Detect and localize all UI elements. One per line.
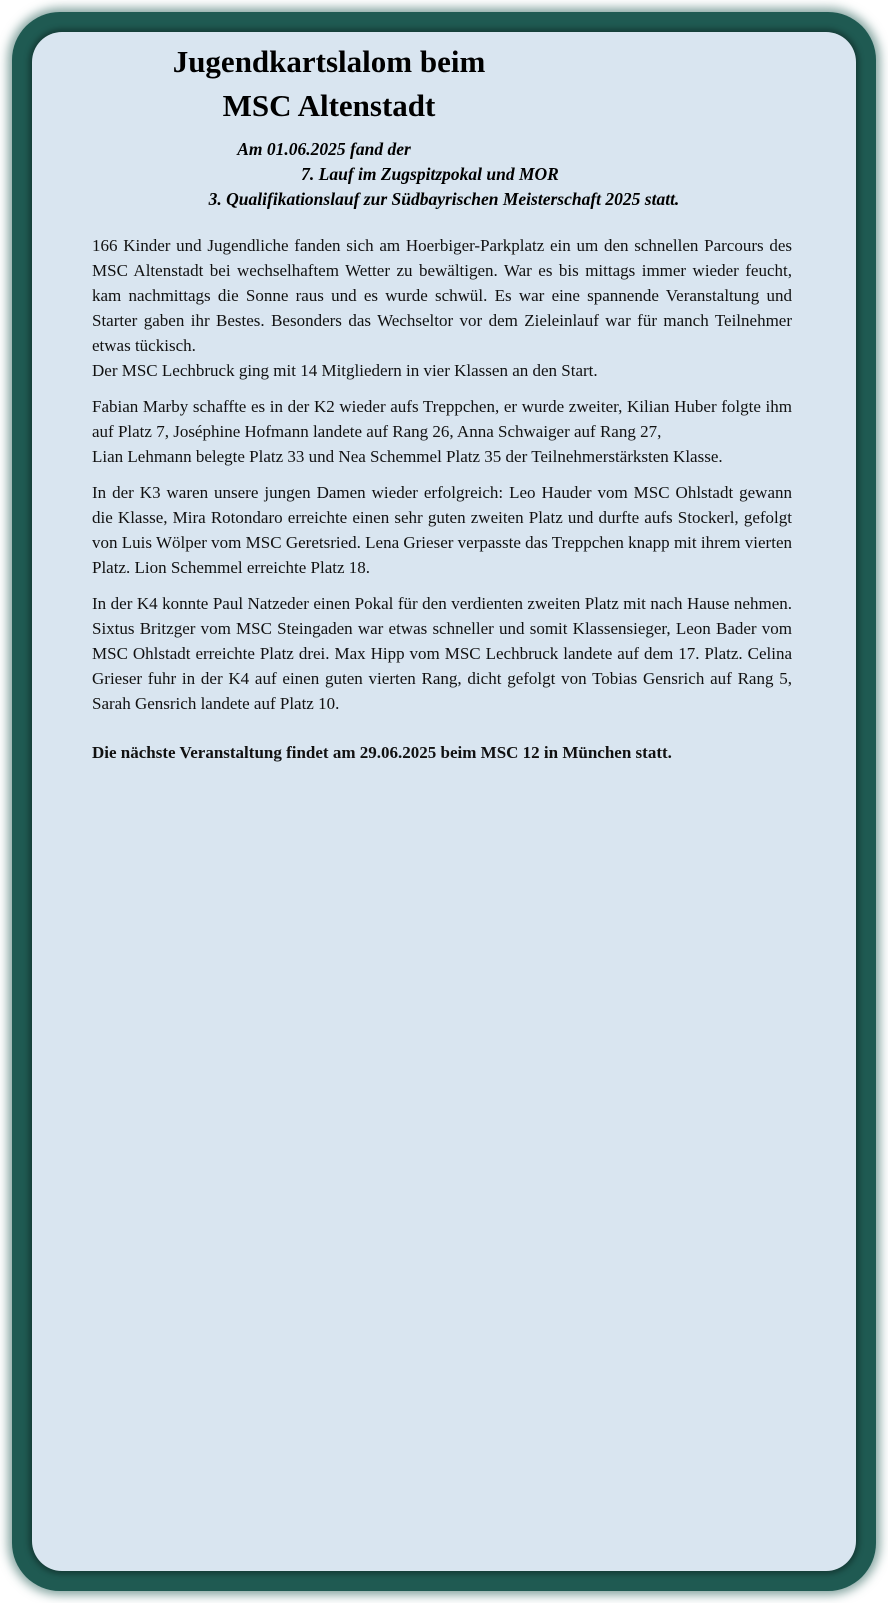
subtitle-line-1: Am 01.06.2025 fand der [237,139,411,159]
subtitle-line-3: 3. Qualifikationslauf zur Südbayrischen Meisterschaft 2025 statt. [208,189,680,209]
subtitle-line-2: 7. Lauf im Zugspitzpokal und MOR [301,164,559,184]
paragraph-2-text: Fabian Marby schaffte es in der K2 wieder aufs Treppchen, er wurde zweiter, Kilian Huber folgte ihm auf Platz 7, Joséphine Hofmann landete auf Rang 26, Anna Schwaiger auf Rang 27, [92,397,792,441]
paragraph-1-text: 166 Kinder und Jugendliche fanden sich am Hoerbiger-Parkplatz ein um den schnellen Parcours des MSC Altenstadt bei wechselhaftem Wetter zu bewältigen. War es bis mittags immer wieder feucht, kam nachmittags die Sonne raus und es wurde schwül. Es war eine spannende Veranstaltung und Starter gaben ihr Bestes. Besonders das Wechseltor vor dem Zieleinlauf war für manch Teilnehmer etwas tückisch. [92,236,792,355]
paragraph-4: In der K4 konnte Paul Natzeder einen Pokal für den verdienten zweiten Platz mit nach Hause nehmen. Sixtus Britzger vom MSC Steingaden war etwas schneller und somit Klassensieger, Leon Bader vom MSC Ohlstadt erreichte Platz drei. Max Hipp vom MSC Lechbruck landete auf dem 17. Platz. Celina Grieser fuhr in der K4 auf einen guten vierten Rang, dicht gefolgt von Tobias Gensrich auf Rang 5, Sarah Gensrich landete auf Platz 10. [92,594,792,713]
article-subtitle [32,137,856,212]
paragraph-3: In der K3 waren unsere jungen Damen wieder erfolgreich: Leo Hauder vom MSC Ohlstadt gewann die Klasse, Mira Rotondaro erreichte einen sehr guten zweiten Platz und durfte aufs Stockerl, gefolgt von Luis Wölper vom MSC Geretsried. Lena Grieser verpasste das Treppchen knapp mit ihrem vierten Platz. Lion Schemmel erreichte Platz 18. [92,483,792,577]
paragraph-1 [92,233,792,383]
paragraph-2-line-2: Lian Lehmann belegte Platz 33 und Nea Schemmel Platz 35 der Teilnehmerstärksten Klasse. [92,447,723,466]
closing-note: Die nächste Veranstaltung findet am 29.06.2025 beim MSC 12 in München statt. [92,743,672,762]
paragraph-2 [92,394,792,469]
title-line-2: MSC Altenstadt [222,88,436,123]
article-title [32,40,856,128]
paragraph-1-line-2: Der MSC Lechbruck ging mit 14 Mitgliedern in vier Klassen an den Start. [92,361,598,380]
title-line-1: Jugendkartslalom beim [172,44,486,79]
article-body [92,233,792,776]
